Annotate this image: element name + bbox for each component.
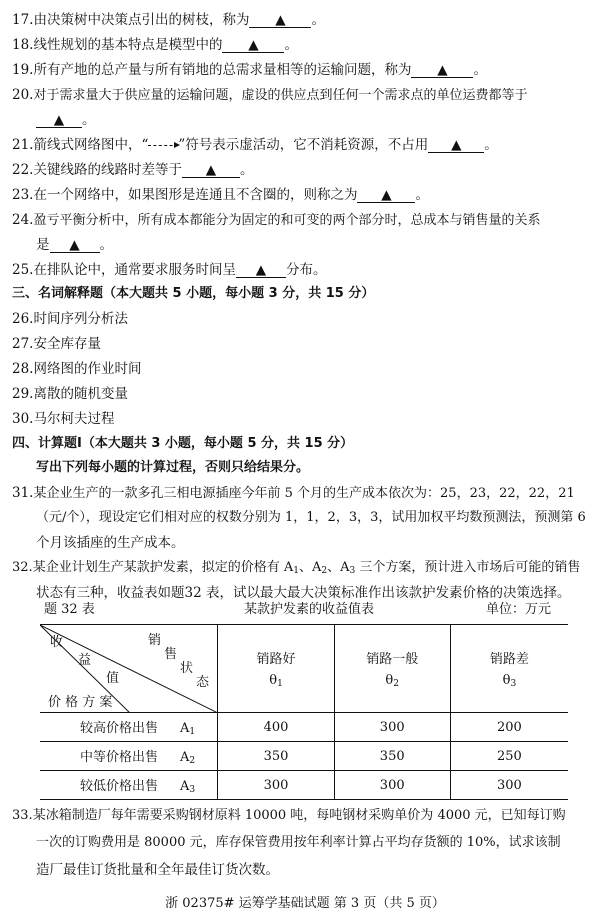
theta-symbol: θ bbox=[269, 673, 278, 688]
question-number: 22. bbox=[12, 162, 34, 178]
question-text-middle: ”符号表示虚活动，它不消耗资源，不占用 bbox=[178, 137, 429, 153]
question-text: 在一个网络中，如果图形是连通且不含圈的，则称之为 bbox=[33, 187, 358, 203]
question-text: 三个方案，预计进入市场后可能的销售 bbox=[355, 560, 581, 575]
question-text: 安全库存量 bbox=[33, 336, 101, 352]
diag-char: 益 bbox=[78, 653, 92, 668]
answer-blank[interactable]: ▲ bbox=[411, 63, 473, 78]
question-27 bbox=[12, 336, 101, 352]
answer-blank[interactable]: ▲ bbox=[50, 238, 100, 253]
question-30 bbox=[12, 411, 114, 427]
question-number: 27. bbox=[12, 336, 34, 352]
table-cell: 200 bbox=[450, 713, 568, 742]
question-text-end: 。 bbox=[473, 62, 487, 78]
page-footer: 浙 02375# 运筹学基础试题 第 3 页（共 5 页） bbox=[165, 896, 445, 911]
question-33-line3: 造厂最佳订货批量和全年最佳订货次数。 bbox=[36, 862, 279, 878]
question-text: 网络图的作业时间 bbox=[33, 361, 142, 377]
answer-blank[interactable]: ▲ bbox=[222, 38, 284, 53]
question-text-end: 。 bbox=[415, 187, 429, 203]
diag-char: 状 bbox=[180, 661, 194, 676]
question-text: 某冰箱制造厂每年需要采购钢材原料 10000 吨，每吨钢材采购单价为 4000 元，已知每订购 bbox=[32, 808, 566, 823]
payoff-table bbox=[40, 624, 568, 800]
question-number: 33. bbox=[12, 808, 33, 823]
question-text-end: 。 bbox=[484, 137, 498, 153]
table-row bbox=[40, 771, 568, 800]
column-label: 销路差 bbox=[489, 652, 529, 667]
column-header bbox=[450, 625, 568, 713]
answer-blank[interactable]: ▲ bbox=[36, 113, 82, 128]
section-4-title: 四、计算题Ⅰ（本大题共 3 小题，每小题 5 分，共 15 分） bbox=[12, 436, 354, 451]
table-cell: 350 bbox=[334, 742, 450, 771]
question-text: 是 bbox=[36, 237, 50, 253]
table-row bbox=[40, 742, 568, 771]
diag-char: 收 bbox=[50, 635, 64, 650]
subscript: 1 bbox=[293, 566, 299, 576]
table-cell: 400 bbox=[218, 713, 334, 742]
row-header bbox=[40, 742, 218, 771]
question-text-end: 分布。 bbox=[285, 262, 327, 278]
question-22 bbox=[12, 162, 253, 178]
question-31-line3: 个月该插座的生产成本。 bbox=[36, 535, 185, 551]
row-code: A bbox=[180, 750, 190, 765]
answer-blank[interactable]: ▲ bbox=[182, 163, 240, 178]
theta-symbol: θ bbox=[385, 673, 394, 688]
table-row bbox=[40, 713, 568, 742]
question-19 bbox=[12, 62, 487, 78]
diag-char: 销 bbox=[148, 633, 162, 648]
row-code: A bbox=[180, 721, 190, 736]
question-text: 某企业生产的一款多孔三相电源插座今年前 5 个月的生产成本依次为：25，23，22，22，21 bbox=[33, 486, 575, 501]
question-text: 由决策树中决策点引出的树枝，称为 bbox=[33, 12, 250, 28]
question-21 bbox=[12, 137, 498, 153]
question-number: 21. bbox=[12, 137, 34, 153]
question-number: 17. bbox=[12, 12, 34, 28]
answer-blank[interactable]: ▲ bbox=[428, 138, 484, 153]
table-cell: 350 bbox=[218, 742, 334, 771]
row-code: A bbox=[180, 779, 190, 794]
question-number: 23. bbox=[12, 187, 34, 203]
question-text-end: 。 bbox=[99, 237, 113, 253]
row-name: 较高价格出售 bbox=[79, 721, 158, 736]
question-text-end: 。 bbox=[82, 112, 96, 128]
question-number: 32. bbox=[12, 560, 33, 575]
question-number: 31. bbox=[12, 485, 34, 501]
row-name: 较低价格出售 bbox=[79, 779, 158, 794]
question-31-line2: （元/个），现设定它们相对应的权数分别为 1，1，2，3，3，试用加权平均数预测法，预测第 6 bbox=[36, 510, 586, 525]
question-text: 某企业计划生产某款护发素，拟定的价格有 A bbox=[32, 560, 294, 575]
question-text: 箭线式网络图中，“ bbox=[33, 137, 149, 153]
section-3-title: 三、名词解释题（本大题共 5 小题，每小题 3 分，共 15 分） bbox=[12, 286, 375, 301]
theta-symbol: θ bbox=[502, 673, 511, 688]
question-text: 对于需求量大于供应量的运输问题，虚设的供应点到任何一个需求点的单位运费都等于 bbox=[33, 88, 528, 103]
table-caption-unit: 单位：万元 bbox=[486, 602, 552, 617]
question-text: 在排队论中，通常要求服务时间呈 bbox=[33, 262, 236, 278]
question-26 bbox=[12, 311, 128, 327]
question-text: 离散的随机变量 bbox=[33, 386, 128, 402]
question-number: 28. bbox=[12, 361, 34, 377]
question-25 bbox=[12, 262, 326, 278]
answer-blank[interactable]: ▲ bbox=[236, 263, 286, 278]
table-cell: 300 bbox=[218, 771, 334, 800]
question-text-end: 。 bbox=[284, 37, 298, 53]
section-4-instruction: 写出下列每小题的计算过程，否则只给结果分。 bbox=[36, 460, 310, 475]
column-header bbox=[334, 625, 450, 713]
question-24-cont bbox=[36, 237, 113, 253]
table-cell: 300 bbox=[334, 771, 450, 800]
column-header bbox=[218, 625, 334, 713]
question-text: 线性规划的基本特点是模型中的 bbox=[33, 37, 223, 53]
table-caption-title: 某款护发素的收益值表 bbox=[244, 602, 375, 617]
subscript: 2 bbox=[189, 756, 196, 766]
question-20 bbox=[12, 87, 528, 104]
question-number: 26. bbox=[12, 311, 34, 327]
question-text: 时间序列分析法 bbox=[33, 311, 128, 327]
question-33-line2: 一次的订购费用是 80000 元，库存保管费用按年利率计算占平均存货额的 10%，试求该制 bbox=[36, 835, 561, 850]
diag-bottom-label: 价 格 方 案 bbox=[48, 695, 113, 710]
question-number: 25. bbox=[12, 262, 34, 278]
diag-char: 值 bbox=[106, 671, 120, 686]
question-31 bbox=[12, 485, 575, 502]
row-header bbox=[40, 713, 218, 742]
column-label: 销路一般 bbox=[366, 652, 419, 667]
diag-char: 态 bbox=[196, 675, 210, 690]
question-number: 30. bbox=[12, 411, 34, 427]
diag-char: 售 bbox=[164, 647, 178, 662]
table-caption-left: 题 32 表 bbox=[44, 602, 95, 617]
question-text: 所有产地的总产量与所有销地的总需求量相等的运输问题，称为 bbox=[33, 62, 412, 78]
question-33 bbox=[12, 808, 566, 824]
subscript: 2 bbox=[321, 566, 328, 576]
question-number: 19. bbox=[12, 62, 34, 78]
question-32 bbox=[12, 560, 580, 579]
subscript: 2 bbox=[393, 679, 399, 689]
question-24 bbox=[12, 212, 541, 229]
subscript: 3 bbox=[349, 566, 356, 576]
question-17 bbox=[12, 12, 325, 28]
question-text: 、A bbox=[298, 560, 322, 575]
row-header bbox=[40, 771, 218, 800]
question-text-end: 。 bbox=[311, 12, 325, 28]
subscript: 1 bbox=[189, 727, 196, 737]
table-header-row bbox=[40, 625, 568, 713]
question-28 bbox=[12, 361, 141, 377]
diagonal-header-cell bbox=[40, 625, 218, 713]
question-29 bbox=[12, 386, 128, 402]
subscript: 1 bbox=[277, 679, 283, 689]
table-cell: 300 bbox=[334, 713, 450, 742]
question-20-cont bbox=[36, 112, 96, 128]
question-number: 29. bbox=[12, 386, 34, 402]
answer-blank[interactable]: ▲ bbox=[357, 188, 415, 203]
question-text: 关键线路的线路时差等于 bbox=[33, 162, 182, 178]
question-text: 盈亏平衡分析中，所有成本都能分为固定的和可变的两个部分时，总成本与销售量的关系 bbox=[33, 213, 541, 228]
question-number: 24. bbox=[12, 212, 34, 228]
question-number: 18. bbox=[12, 37, 34, 53]
question-text: 马尔柯夫过程 bbox=[33, 411, 115, 427]
question-32-line2: 状态有三种，收益表如题32 表，试以最大最大决策标准作出该款护发素价格的决策选择。 bbox=[36, 585, 571, 601]
table-cell: 250 bbox=[450, 742, 568, 771]
answer-blank[interactable]: ▲ bbox=[249, 13, 311, 28]
dashed-arrow-icon bbox=[148, 145, 178, 146]
subscript: 3 bbox=[510, 679, 517, 689]
question-text: 、A bbox=[327, 560, 350, 575]
question-23 bbox=[12, 187, 429, 203]
question-text-end: 。 bbox=[239, 162, 254, 178]
table-cell: 300 bbox=[450, 771, 568, 800]
subscript: 3 bbox=[189, 785, 196, 795]
column-label: 销路好 bbox=[256, 652, 296, 667]
question-18 bbox=[12, 37, 298, 53]
row-name: 中等价格出售 bbox=[79, 750, 158, 765]
question-number: 20. bbox=[12, 87, 34, 103]
